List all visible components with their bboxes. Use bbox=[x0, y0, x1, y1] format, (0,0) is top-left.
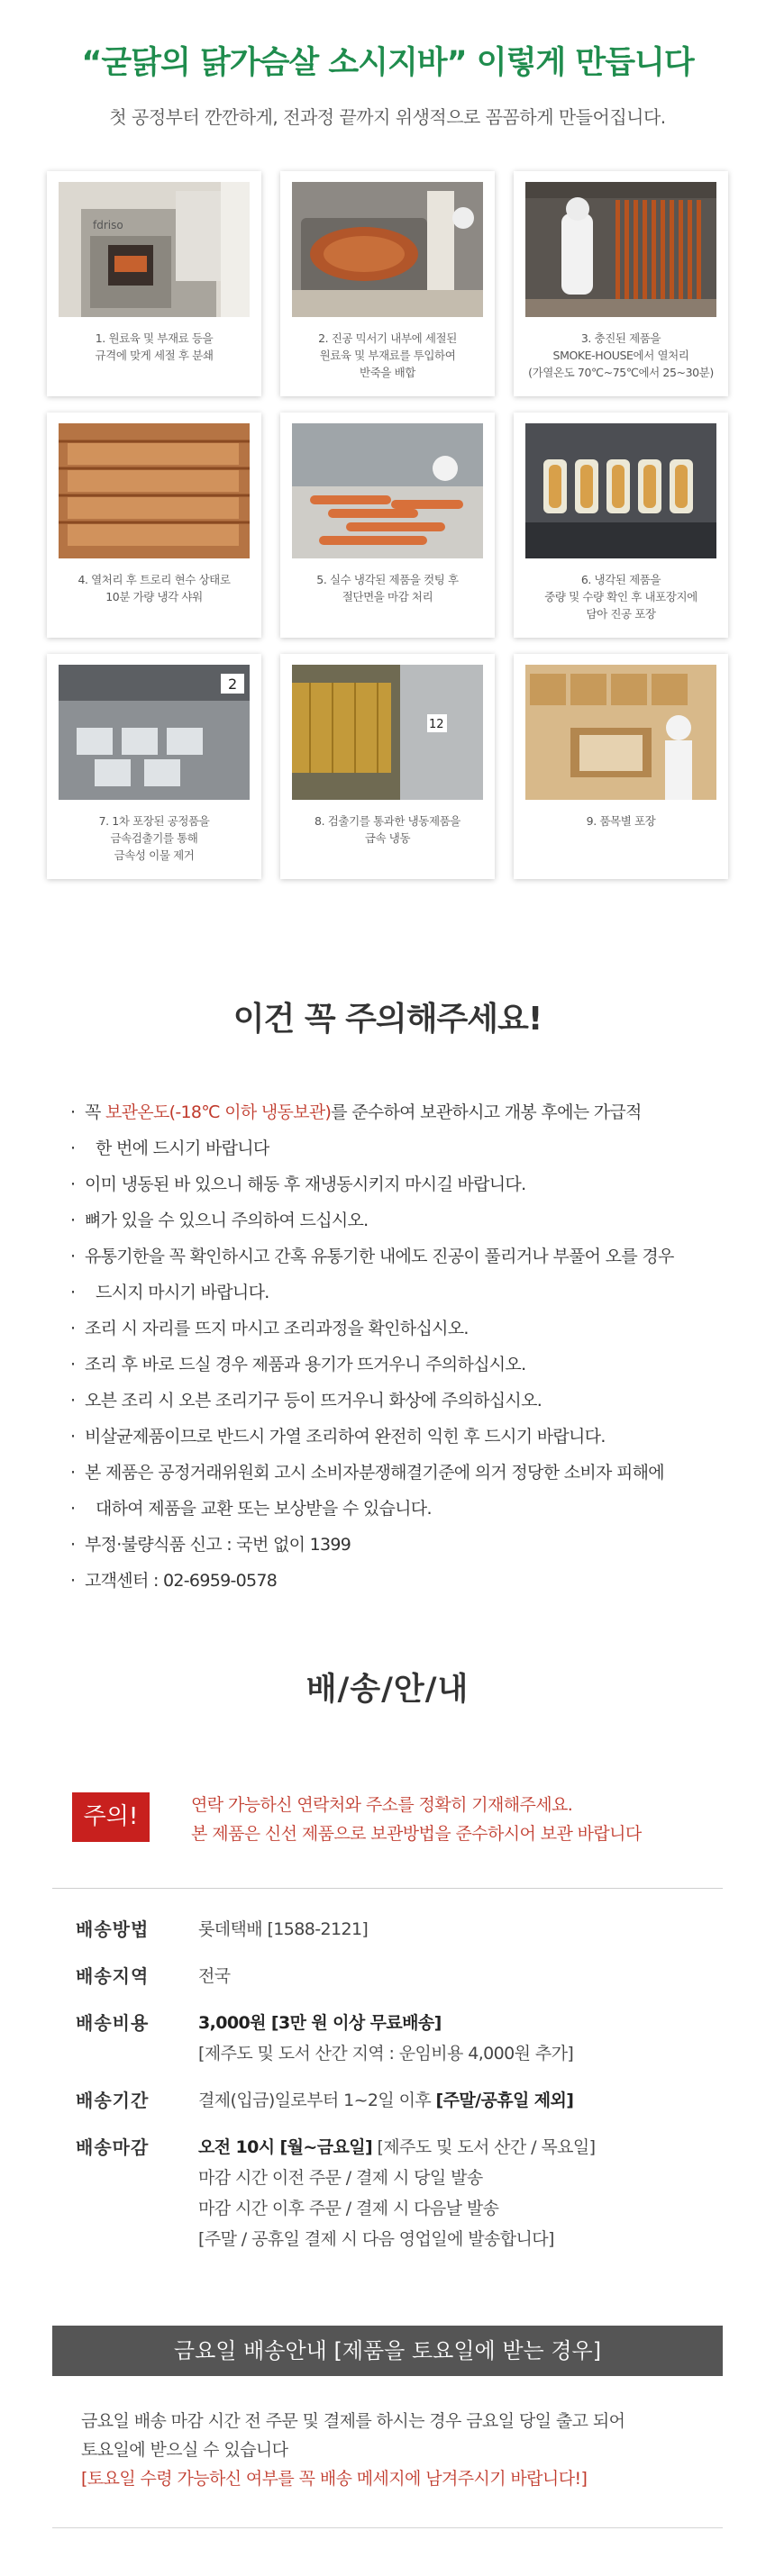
caution-item: · 한 번에 드시기 바랍니다 bbox=[70, 1130, 719, 1166]
row-label: 배송비용 bbox=[76, 2012, 150, 2034]
caution-item: · 조리 후 바로 드실 경우 제품과 용기가 뜨거우니 주의하십시오. bbox=[70, 1347, 719, 1383]
delivery-title: 배/송/안/내 bbox=[305, 1672, 470, 1708]
caution-item: · 뼈가 있을 수 있으니 주의하여 드십시오. bbox=[70, 1202, 719, 1238]
cutting-photo bbox=[292, 423, 483, 558]
delivery-row-deadline bbox=[76, 2132, 707, 2254]
friday-delivery-bar: 금요일 배송안내 [제품을 토요일에 받는 경우] bbox=[52, 2326, 723, 2376]
row-label: 배송지역 bbox=[76, 1965, 150, 1987]
step-caption: 5. 실수 냉각된 제품을 컷팅 후 절단면을 마감 처리 bbox=[316, 573, 459, 603]
station-number: 12 bbox=[429, 718, 444, 731]
machine-brand-label: fdriso bbox=[93, 219, 123, 231]
notice-line: 본 제품은 신선 제품으로 보관방법을 준수하시어 보관 바랍니다 bbox=[191, 1824, 642, 1844]
notice-badge: 주의! bbox=[72, 1792, 150, 1842]
row-value: 오전 10시 [월~금요일] [제주도 및 도서 산간 / 목요일] 마감 시간 이전 주문 / 결제 시 당일 발송 마감 시간 이후 주문 / 결제 시 다음날 발송 [주말 / 공휴일 결제 시 다음 영업일에 발송합니다] bbox=[198, 2137, 596, 2249]
row-value: 3,000원 [3만 원 이상 무료배송] [제주도 및 도서 산간 지역 : 운임비용 4,000원 추가] bbox=[198, 2013, 574, 2064]
row-label: 배송마감 bbox=[76, 2136, 150, 2158]
row-value: 롯데택배 [1588-2121] bbox=[198, 1919, 369, 1939]
caution-item: · 이미 냉동된 바 있으니 해동 후 재냉동시키지 마시길 바랍니다. bbox=[70, 1166, 719, 1202]
friday-delivery-text: 금요일 배송 마감 시간 전 주문 및 결제를 하시는 경우 금요일 당일 출고 되어 토요일에 받으실 수 있습니다 [토요일 수령 가능하신 여부를 꼭 배송 메세지에 남겨주시기 바랍니다!] bbox=[81, 2411, 625, 2489]
step-caption: 2. 진공 믹서기 내부에 세절된 원료육 및 부재료를 투입하여 반죽을 배합 bbox=[318, 331, 457, 379]
process-step-card bbox=[280, 654, 495, 879]
step-caption: 3. 충진된 제품을 SMOKE-HOUSE에서 열처리 (가열온도 70℃~75℃에서 25~30분) bbox=[528, 331, 714, 379]
smoke-house-photo bbox=[525, 182, 716, 317]
step-caption: 1. 원료육 및 부재료 등을 규격에 맞게 세절 후 분쇄 bbox=[95, 331, 214, 362]
caution-item: · 대하여 제품을 교환 또는 보상받을 수 있습니다. bbox=[70, 1491, 719, 1527]
delivery-row-area bbox=[76, 1961, 707, 1991]
step-caption: 9. 품목별 포장 bbox=[586, 814, 656, 828]
notice-line: 연락 가능하신 연락처와 주소를 정확히 기재해주세요. bbox=[191, 1795, 573, 1815]
process-step-card bbox=[514, 654, 728, 879]
caution-item: · 조리 시 자리를 뜨지 마시고 조리과정을 확인하십시오. bbox=[70, 1311, 719, 1347]
process-subtitle: 첫 공정부터 깐깐하게, 전과정 끝까지 위생적으로 꼼꼼하게 만들어집니다. bbox=[109, 106, 666, 128]
caution-item: · 비살균제품이므로 반드시 가열 조리하여 완전히 익힌 후 드시기 바랍니다. bbox=[70, 1419, 719, 1455]
process-step-card bbox=[514, 171, 728, 396]
delivery-info-table bbox=[76, 1914, 707, 2271]
caution-item: · 본 제품은 공정거래위원회 고시 소비자분쟁해결기준에 의거 정당한 소비자 피해에 bbox=[70, 1455, 719, 1491]
vacuum-pack-photo bbox=[525, 423, 716, 558]
caution-list bbox=[70, 1094, 719, 1599]
divider bbox=[52, 1888, 723, 1889]
process-step-card bbox=[280, 413, 495, 638]
delivery-row-fee bbox=[76, 2008, 707, 2069]
row-label: 배송방법 bbox=[76, 1918, 150, 1940]
caution-item: · 고객센터 : 02-6959-0578 bbox=[70, 1563, 719, 1599]
process-step-card bbox=[47, 654, 261, 879]
divider bbox=[52, 2527, 723, 2528]
metal-detector-photo bbox=[59, 665, 250, 800]
row-value: 결제(입금)일로부터 1~2일 이후 [주말/공휴일 제외] bbox=[198, 2091, 574, 2110]
meat-grinder-photo bbox=[59, 182, 250, 317]
vacuum-mixer-photo bbox=[292, 182, 483, 317]
notice-text bbox=[191, 1791, 642, 1848]
caution-item: · 유통기한을 꼭 확인하시고 간혹 유통기한 내에도 진공이 풀리거나 부풀어 오를 경우 bbox=[70, 1238, 719, 1274]
delivery-row-period bbox=[76, 2085, 707, 2116]
caution-title: 이건 꼭 주의해주세요! bbox=[232, 1001, 542, 1038]
caution-item: · 꼭 보관온도(-18℃ 이하 냉동보관)를 준수하여 보관하시고 개봉 후에는 가급적 bbox=[70, 1094, 719, 1130]
caution-item: · 오븐 조리 시 오븐 조리기구 등이 뜨거우니 화상에 주의하십시오. bbox=[70, 1383, 719, 1419]
caution-item: · 부정·불량식품 신고 : 국번 없이 1399 bbox=[70, 1527, 719, 1563]
process-step-card bbox=[47, 171, 261, 396]
step-caption: 7. 1차 포장된 공정품을 금속검출기를 통해 금속성 이물 제거 bbox=[98, 814, 210, 862]
cooling-trolley-photo bbox=[59, 423, 250, 558]
process-steps-grid bbox=[47, 171, 728, 879]
boxing-photo bbox=[525, 665, 716, 800]
step-caption: 8. 검출기를 통과한 냉동제품을 급속 냉동 bbox=[315, 814, 460, 845]
row-label: 배송기간 bbox=[76, 2090, 150, 2111]
step-caption: 4. 열처리 후 트로리 현수 상태로 10분 가량 냉각 샤워 bbox=[78, 573, 231, 603]
process-step-card bbox=[47, 413, 261, 638]
caution-item: · 드시지 마시기 바랍니다. bbox=[70, 1274, 719, 1311]
process-step-card bbox=[514, 413, 728, 638]
station-number: 2 bbox=[228, 676, 238, 693]
freezer-photo bbox=[292, 665, 483, 800]
process-title: “굳닭의 닭가슴살 소시지바” 이렇게 만듭니다 bbox=[81, 45, 694, 81]
process-step-card bbox=[280, 171, 495, 396]
step-caption: 6. 냉각된 제품을 중량 및 수량 확인 후 내포장지에 담아 진공 포장 bbox=[544, 573, 698, 621]
row-value: 전국 bbox=[198, 1966, 231, 1986]
delivery-row-method bbox=[76, 1914, 707, 1945]
